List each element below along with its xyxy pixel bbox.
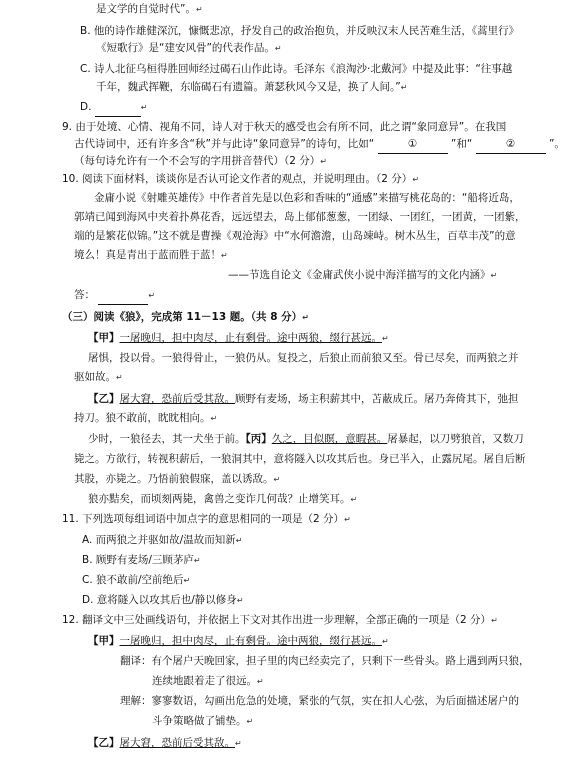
text: D.: [80, 101, 92, 113]
text: 其股，亦毙之。乃悟前狼假寐，盖以诱敌。: [74, 473, 274, 485]
text: 狼亦黠矣，而顷刻两毙，禽兽之变诈几何哉？止增笑耳。: [88, 493, 351, 505]
text: ——节选自论文《金庸武侠小说中海洋描写的文化内涵》: [228, 269, 491, 281]
text: 端的是繁花似锦。”这不就是曹操《观沧海》中“水何澹澹，山岛竦峙。树木丛生，百草丰茂”的意: [74, 230, 516, 242]
section-3-title: （三）阅读《狼》，完成第 11－13 题。（共 8 分）↵: [62, 311, 309, 323]
passage-line: [74, 210, 526, 226]
text: 郭靖已闻到海风中夹着扑鼻花香，远远望去，岛上郁郁葱葱，一团绿、一团红，一团黄，一团紫，: [74, 211, 526, 223]
text: 久之，目似瞑，意暇甚。: [271, 433, 388, 445]
label: 【甲】: [88, 332, 120, 344]
q11-option-c: C. 狼不敢前/空前绝后↵: [82, 574, 191, 586]
text: 持刀。狼不敢前，眈眈相向。: [74, 412, 211, 424]
text: D. 意将隧入以攻其后也/静以修身: [82, 594, 237, 606]
text: 古代诗词中，还有许多含“秋”并与此诗“象同意异”的诗句，比如“: [74, 138, 375, 150]
blank-number: ①: [407, 138, 418, 150]
text: 顾野有麦场，场主积薪其中，苫蔽成丘。屠乃奔倚其下，弛担: [235, 393, 519, 405]
text: 寥寥数语，勾画出危急的处境，紧张的气氛，实在扣人心弦，为后面描述屠户的: [151, 695, 519, 707]
question-9-note: （每句诗允许有一个不会写的字用拼音替代）（2 分）↵: [74, 155, 327, 167]
passage-line: 持刀。狼不敢前，眈眈相向。↵: [74, 412, 218, 424]
translation-cont: 连续地跟着走了很远。↵: [152, 675, 264, 687]
q11-option-d: D. 意将隧入以攻其后也/静以修身↵: [82, 594, 244, 606]
bing-line: [88, 432, 524, 448]
question-11: 11. 下列选项每组词语中加点字的意思相同的一项是（2 分）↵: [62, 513, 351, 525]
passage-line: [74, 452, 526, 468]
question-9-line2: [74, 137, 565, 154]
text: 金庸小说《射雕英雄传》中作者首先是以色彩和香味的“通感”来描写桃花岛的：“船将近岛，: [94, 192, 520, 204]
text: 屠大窘，恐前后受其敌。: [119, 393, 235, 405]
text: 斗争策略做了铺垫。: [152, 715, 247, 727]
passage-line: 境么！真是青出于蓝而胜于蓝！↵: [74, 249, 228, 261]
passage-line: 狼亦黠矣，而顷刻两毙，禽兽之变诈几何哉？止增笑耳。↵: [88, 493, 358, 505]
text: 9. 由于处境、心情、视角不同，诗人对于秋天的感受也会有所不同，此之谓“象同意异”。在我国: [62, 121, 507, 133]
text: 屠暴起，以刀劈狼首，又数刀: [387, 433, 524, 445]
option-c-cont: 千年，魏武挥鞭，东临碣石有遗篇。萧瑟秋风今又是，换了人间。”↵: [96, 81, 408, 93]
label: 【乙】: [88, 393, 120, 405]
understanding-cont: 斗争策略做了铺垫。↵: [152, 715, 254, 727]
text: 驱如故。: [74, 371, 116, 383]
text: 屠大窘，恐前后受其敌。: [119, 737, 235, 749]
text: A. 而两狼之并驱如故/温故而知新: [82, 534, 236, 546]
passage-line: [74, 229, 516, 245]
jia-line: 【甲】一屠晚归，担中肉尽，止有剩骨。途中两狼，缀行甚远。↵: [88, 332, 389, 344]
label: 【丙】: [245, 433, 272, 445]
option-b: [80, 24, 519, 40]
text: B. 顾野有麦场/三顾茅庐: [82, 554, 194, 566]
q12-jia: 【甲】一屠晚归，担中肉尽，止有剩骨。途中两狼，缀行甚远。↵: [88, 635, 389, 647]
text: 一屠晚归，担中肉尽，止有剩骨。途中两狼，缀行甚远。: [119, 332, 382, 344]
option-c: [80, 62, 512, 78]
passage-line: 其股，亦毙之。乃悟前狼假寐，盖以诱敌。↵: [74, 473, 281, 485]
text: 屠惧，投以骨。一狼得骨止，一狼仍从。复投之，后狼止而前狼又至。骨已尽矣，而两狼之并: [88, 352, 519, 364]
text: 一屠晚归，担中肉尽，止有剩骨。途中两狼，缀行甚远。: [119, 635, 382, 647]
understanding: [120, 694, 519, 710]
text: 11. 下列选项每组词语中加点字的意思相同的一项是（2 分）: [62, 513, 345, 525]
text: 境么！真是青出于蓝而胜于蓝！: [74, 249, 221, 261]
question-9: [62, 120, 506, 136]
text: 答：: [74, 289, 95, 301]
option-b-cont: 《短歌行》是“建安风骨”的代表作品。↵: [96, 42, 282, 54]
text: 有个屠户天晚回家，担子里的肉已经卖完了，只剩下一些骨头。路上遇到两只狼，: [151, 655, 530, 667]
passage-line: [94, 191, 520, 207]
q11-option-a: A. 而两狼之并驱如故/温故而知新↵: [82, 534, 243, 546]
option-a-tail: 是文学的自觉时代”。↵: [96, 3, 203, 15]
text: C. 诗人北征乌桓得胜回师经过碣石山作此诗。毛泽东《浪淘沙·北戴河》中提及此事：“往事越: [80, 63, 513, 75]
yi-line: [88, 392, 519, 408]
text: 连续地跟着走了很远。: [152, 675, 257, 687]
text: ”。: [548, 138, 565, 150]
text: （每句诗允许有一个不会写的字用拼音替代）（2 分）: [74, 155, 321, 167]
label: 【乙】: [88, 737, 120, 749]
q11-option-b: B. 顾野有麦场/三顾茅庐↵: [82, 554, 201, 566]
answer-line: 答： ↵: [74, 288, 155, 305]
text: 毙之。方欲行，转视积薪后，一狼洞其中，意将隧入以攻其后也。身已半入，止露尻尾。屠自后断: [74, 453, 526, 465]
passage-line: 驱如故。↵: [74, 371, 123, 383]
answer-blank: [98, 288, 148, 305]
text: 千年，魏武挥鞭，东临碣石有遗篇。萧瑟秋风今又是，换了人间。”: [96, 81, 401, 93]
blank: [95, 100, 141, 117]
blank-number: ②: [505, 138, 516, 150]
text: B. 他的诗作雄健深沉，慷慨悲凉，抒发自己的政治抱负，并反映汉末人民苦难生活，《蒿里行》: [80, 25, 520, 37]
question-10: 10. 阅读下面材料，谈谈你是否认可论文作者的观点，并说明理由。（2 分）↵: [62, 173, 420, 185]
option-d: D. ↵: [80, 100, 147, 117]
text: （三）阅读《狼》，完成第 11－13 题。（共 8 分）: [62, 311, 303, 323]
text: 12. 翻译文中三处画线语句，并依据上下文对其作出进一步理解，全部正确的一项是（2 分）: [62, 614, 492, 626]
text: C. 狼不敢前/空前绝后: [82, 574, 184, 586]
q12-yi: 【乙】屠大窘，恐前后受其敌。↵: [88, 737, 242, 749]
text: ”和“: [450, 138, 473, 150]
text: 是文学的自觉时代”。: [96, 3, 196, 15]
text: 少时，一狼径去，其一犬坐于前。: [88, 433, 246, 445]
label: 理解：: [120, 695, 152, 707]
question-12: 12. 翻译文中三处画线语句，并依据上下文对其作出进一步理解，全部正确的一项是（2 分）↵: [62, 614, 498, 626]
blank-1: [378, 137, 448, 154]
blank-2: [476, 137, 546, 154]
passage-line: [88, 351, 519, 367]
translation: [120, 654, 530, 670]
label: 【甲】: [88, 635, 120, 647]
text: 《短歌行》是“建安风骨”的代表作品。: [96, 42, 275, 54]
source: ——节选自论文《金庸武侠小说中海洋描写的文化内涵》↵: [228, 269, 498, 281]
text: 10. 阅读下面材料，谈谈你是否认可论文作者的观点，并说明理由。（2 分）: [62, 173, 413, 185]
label: 翻译：: [120, 655, 152, 667]
